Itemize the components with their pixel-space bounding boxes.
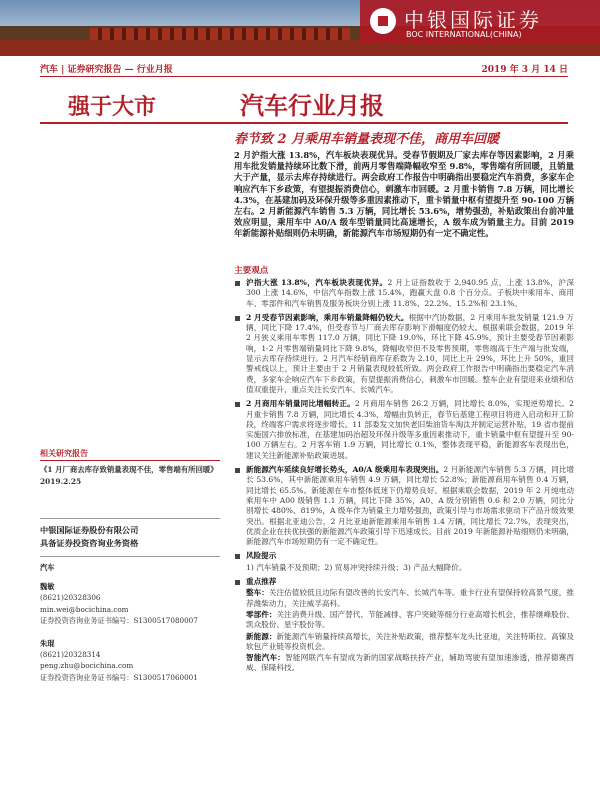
page-title: 汽车行业月报 xyxy=(240,92,384,120)
header-divider xyxy=(40,76,568,77)
analyst-cert: 证券投资咨询业务证书编号：S1300517080007 xyxy=(40,615,198,625)
company-qualification: 具备证券投资咨询业务资格 xyxy=(40,537,139,548)
list-item xyxy=(234,313,574,395)
list-item xyxy=(234,551,574,573)
recommend-heading: 重点推荐 xyxy=(246,577,277,587)
point-lead: 2 月商用车销量同比增幅转正。 xyxy=(246,399,355,409)
point-body: 2 月新能源汽车销售 5.3 万辆，同比增长 53.6%，其中新能源乘用车销售 4.9 万辆，同比增长 52.8%；新能源商用车销售 0.4 万辆，同比增长 65.5%。新能源在车市整体低迷下仍增势良好。根据乘联会数据，2019 年 2 月纯电动乘用车中 A00 级销售 1.1 万辆，同比下降 35%，A0、A 级分别销售 0.6 和 2.0 万辆，同比分别增长 480%、819%，A 级车作为销量主力增势强劲，政策引导与市场需求驱动下产品升级效果突出。根据北亚迪公告，2 月比亚迪新能源乘用车销售 1.4 万辆，同比增长 72.7%，表现突出，优质企业在扶优扶强的新能源汽车政策引导下迅速成长。目前 2019 年新能源补贴细则仍未明确，新能源汽车市场短期仍有一定不确定性。 xyxy=(246,465,574,547)
analyst-phone: (8621)20328306 xyxy=(40,593,101,603)
list-item xyxy=(234,399,574,461)
point-body: 2 月商用车销售 26.2 万辆，同比增长 8.0%，实现逆势增长。2 月重卡销售 7.8 万辆，同比增长 4.3%，增幅由负转正，春节后基建工程项目将进入启动和开工阶段，终端客户需求将逐步增长。11 部委发文加快老旧柴油货车淘汰并制定运营补贴，19 省市提前实施国六排放标准，在基建加码治超及环保升级等多重因素推动下，重卡销量中枢有望提升至 90-100 万辆左右。2 月客车销 1.9 万辆，同比增长 0.1%，整体表现平稳，新能源客车表现出色，建议关注新能源补贴政策进展。 xyxy=(246,399,574,460)
breadcrumb: 汽车 | 证券研究报告 — 行业月报 xyxy=(40,65,173,75)
report-date: 2019 年 3 月 14 日 xyxy=(481,65,568,75)
company-info xyxy=(40,524,220,549)
rating: 强于大市 xyxy=(68,95,157,120)
analyst-email[interactable]: min.wei@bocichina.com xyxy=(40,604,129,614)
recommend-item: 零部件：关注消费升级、国产替代、节能减排、客户突破等细分行业高增长机会，推荐继峰股份、凯众股份、星宇股份等。 xyxy=(246,609,574,630)
risk-item: 1) 汽车销量不及预期；2) 贸易冲突持续升级；3) 产品大幅降价。 xyxy=(246,562,467,572)
logo-english-name: BOC INTERNATIONAL(CHINA) xyxy=(406,30,522,39)
sidebar-divider xyxy=(40,556,220,557)
company-logo xyxy=(360,0,600,44)
list-item xyxy=(234,465,574,547)
recommend-item: 新能源：新能源汽车销量持续高增长，关注补贴政策，推荐整车龙头比亚迪，关注特斯拉、高镍及软包产业链等投资机会。 xyxy=(246,631,574,651)
analyst-phone: (8621)20328314 xyxy=(40,650,101,660)
sidebar-divider xyxy=(40,460,220,461)
analyst-block xyxy=(40,581,220,626)
summary-paragraph: 2 月沪指大涨 13.8%，汽车板块表现优异。受春节假期及厂家去库存等因素影响，2 月乘用车批发销量持续环比数下滑，前两月零售端降幅收窄至 9.8%，零售端有所回暖，且销量大于产量，显示去库存持续进行。两会政府工作报告中明确指出要稳定汽车消费，多家车企响应汽车下乡政策，有望提振消费信心，刺激车市回暖。2 月重卡销售 7.8 万辆，同比增长 4.3%，在基建加码及环保升级等多重因素推动下，重卡销量中枢有望提升至 90-100 万辆左右。2 月新能源汽车销售 5.3 万辆，同比增长 53.6%，增势强劲，补贴政策出台前冲量效应明显，乘用车中 A0/A 级车型销量同比高速增长，A 级车成为销量主力。目前 2019 年新能源补贴细则仍未明确，新能源汽车市场短期仍有一定不确定性。 xyxy=(234,150,574,239)
list-item xyxy=(234,577,574,674)
point-body: 根据中汽协数据，2 月乘用车批发销量 121.9 万辆，同比下降 17.4%，但受春节与厂商去库存影响下滑幅度仍较大。根据乘联会数据，2019 年 2 月狭义乘用车零售 117.0 万辆，同比下降 19.0%，环比下降 45.9%，预计主要受春节因素影响，1-2 月零售端销量同比下降 9.8%，降幅收窄但不及零售预期，零售端高于生产端与批发端，显示去库存持续进行。2 月汽车经销商库存系数为 2.10，同比上升 29%，环比上升 50%，重回警戒线以上，预计主要由于 2 月销量表现较低所致。两会政府工作报告中明确指出要稳定汽车消费，多家车企响应汽车下乡政策，有望提振消费信心，刺激车市回暖。整车企业有望迎来业绩和估值双重提升，重点关注长安汽车、长城汽车。 xyxy=(246,312,574,394)
sector-label: 汽车 xyxy=(40,563,55,572)
risk-heading: 风险提示 xyxy=(246,551,277,561)
analyst-email[interactable]: peng.zhu@bocichina.com xyxy=(40,661,134,671)
point-lead: 新能源汽车延续良好增长势头，A0/A 级乘用车表现突出。 xyxy=(246,465,444,475)
report-subtitle: 春节致 2 月乘用车销量表现不佳，商用车回暖 xyxy=(234,132,500,147)
analyst-name: 魏敏 xyxy=(40,582,55,592)
analyst-info xyxy=(40,562,220,683)
point-lead: 沪指大涨 13.8%，汽车板块表现优异。 xyxy=(246,278,388,287)
point-body: 2 月上证指数收于 2,940.95 点，上涨 13.8%，沪深 300 上涨 14.6%，中信汽车指数上涨 15.4%，跑赢大盘 0.8 个百分点。子板块中乘用车、商用车、零部件和汽车销售及服务板块分别上涨 11.8%、22.2%、15.2%和 23.1%。 xyxy=(246,278,574,308)
related-reports-heading: 相关研究报告 xyxy=(40,448,88,458)
list-item xyxy=(234,278,574,309)
related-report-link[interactable]: 《1 月厂商去库存致销量表现不佳，零售端有所回暖》2019.2.25 xyxy=(40,465,218,486)
header-banner xyxy=(0,0,600,56)
recommend-item: 整车：关注估值较低且边际有望改善的长安汽车、长城汽车等。重卡行业有望保持较高景气度，推荐潍柴动力，关注威孚高科。 xyxy=(246,588,574,608)
analyst-block xyxy=(40,638,220,683)
point-lead: 2 月受春节因素影响，乘用车销量降幅仍较大。 xyxy=(246,312,409,322)
views-heading: 主要观点 xyxy=(234,266,269,276)
analyst-name: 朱琨 xyxy=(40,639,55,649)
boc-logo-icon xyxy=(370,8,396,34)
logo-chinese-name: 中银国际证券 xyxy=(404,8,542,32)
key-points-list xyxy=(234,278,574,678)
recommend-item: 智能汽车：智能网联汽车有望成为新的国家战略扶持产业，辅助驾驶有望加速渗透，推荐德赛西威、保隆科技。 xyxy=(246,653,574,673)
sidebar-divider xyxy=(40,518,220,519)
title-divider xyxy=(40,122,568,124)
analyst-cert: 证券投资咨询业务证书编号：S1300517060001 xyxy=(40,672,198,682)
company-name: 中银国际证券股份有限公司 xyxy=(40,525,139,535)
